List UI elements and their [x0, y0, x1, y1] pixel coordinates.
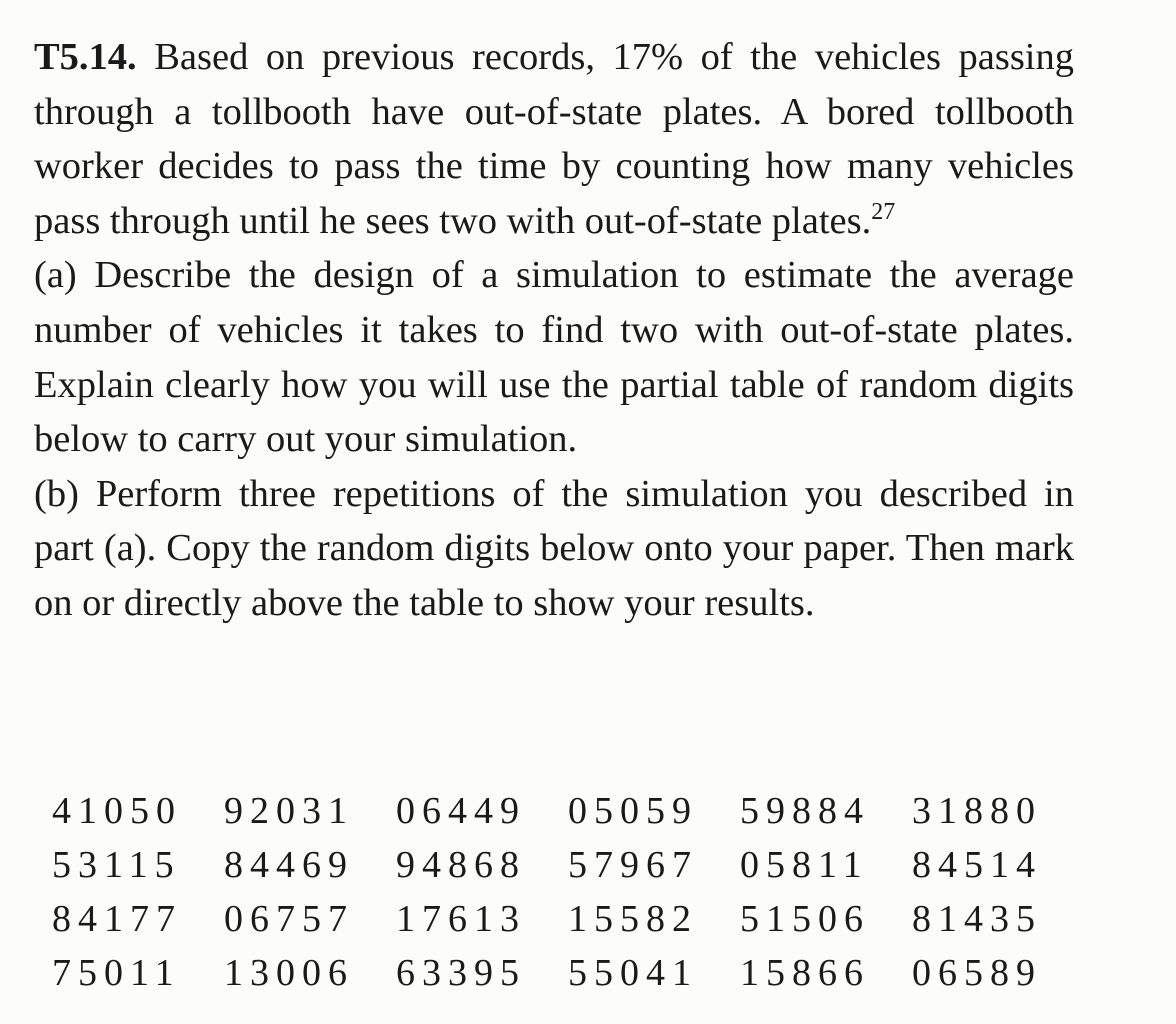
digit-group: 84469	[224, 844, 354, 886]
digit-group: 06757	[224, 898, 354, 940]
digit-row	[52, 946, 1084, 1000]
digit-row	[52, 784, 1084, 838]
digit-row	[52, 892, 1084, 946]
digit-group: 92031	[224, 790, 354, 832]
digit-group: 53115	[52, 844, 181, 886]
digit-group: 94868	[396, 844, 526, 886]
digit-group: 05059	[568, 790, 698, 832]
problem-intro-text: Based on previous records, 17% of the vehicles passing through a tollbooth have out-of-state plates. A bored tollbooth worker decides to pass the time by counting how many vehicles pass through until he sees two with out-of-state plates.	[34, 36, 1074, 242]
digit-group: 15582	[568, 898, 698, 940]
digit-group: 63395	[396, 952, 526, 994]
part-a-text: (a) Describe the design of a simulation to estimate the average number of vehicles it takes to find two with out-of-state plates. Explain clearly how you will use the partial table of random digits below to carry out your simulation.	[34, 254, 1074, 461]
digit-group: 41050	[52, 790, 182, 832]
random-digit-table	[52, 784, 1084, 1000]
digit-group: 05811	[740, 844, 869, 886]
digit-group: 51506	[740, 898, 870, 940]
digit-group: 06589	[912, 952, 1042, 994]
digit-group: 84514	[912, 844, 1042, 886]
digit-group: 55041	[568, 952, 698, 994]
digit-group: 17613	[396, 898, 526, 940]
problem-intro	[34, 30, 1074, 248]
problem-block	[34, 30, 1074, 631]
digit-group: 15866	[740, 952, 870, 994]
digit-group: 31880	[912, 790, 1042, 832]
problem-number: T5.14.	[34, 36, 137, 78]
digit-group: 81435	[912, 898, 1042, 940]
digit-group: 13006	[224, 952, 354, 994]
digit-group: 57967	[568, 844, 698, 886]
digit-group: 75011	[52, 952, 181, 994]
digit-group: 06449	[396, 790, 526, 832]
footnote-marker: 27	[871, 198, 896, 225]
digit-group: 84177	[52, 898, 182, 940]
digit-group: 59884	[740, 790, 870, 832]
part-b-text: (b) Perform three repetitions of the simulation you described in part (a). Copy the random digits below onto your paper. Then mark on or directly above the table to show your results.	[34, 472, 1074, 624]
digit-row	[52, 838, 1084, 892]
